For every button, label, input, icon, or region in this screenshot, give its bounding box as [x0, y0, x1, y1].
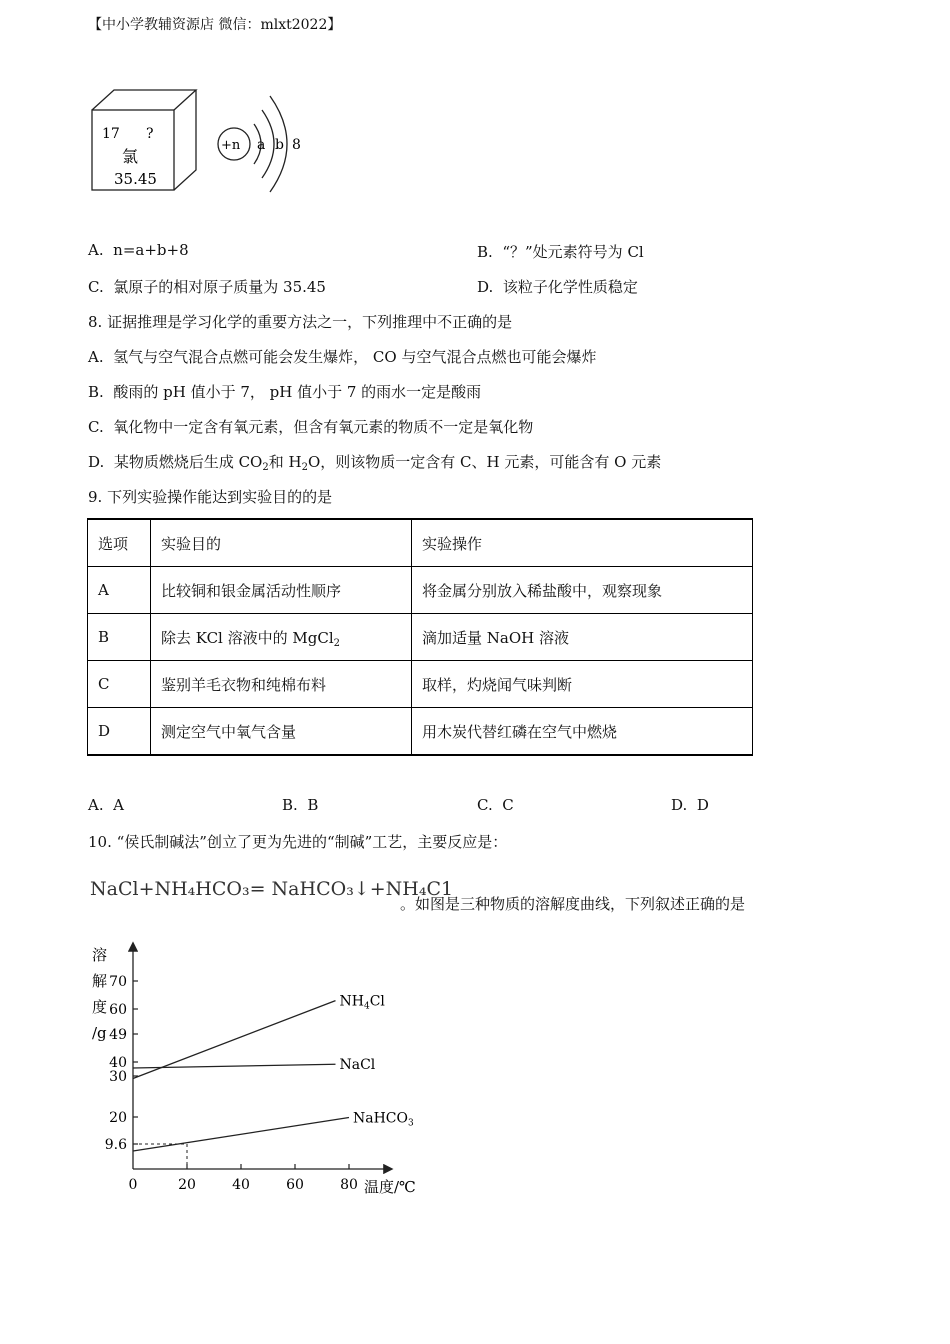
x-tick-label: 80 [340, 1177, 358, 1193]
nucleus-charge: +n [221, 138, 241, 153]
table-cell: 取样，灼烧闻气味判断 [412, 661, 753, 708]
table-cell: 鉴别羊毛衣物和纯棉布料 [151, 661, 412, 708]
series-line-nahco3 [133, 1118, 349, 1152]
series-line-nh4cl [133, 1001, 336, 1079]
table-cell: C [88, 661, 151, 708]
chlorine-element-figure [86, 86, 316, 198]
q8-option-d[interactable]: D. 某物质燃烧后生成 $CO_2$和 $H_2O$，则该物质一定含有 C、H 元素，可能含有 O 元素 [88, 453, 662, 473]
table-cell: 测定空气中氧气含量 [151, 708, 412, 756]
solubility-chart [86, 936, 446, 1206]
q9-stem: 9. 下列实验操作能达到实验目的的是 [88, 488, 333, 506]
table-header-row [88, 519, 753, 567]
q7-option-c[interactable]: C. 氯原子的相对原子质量为 35.45 [88, 278, 326, 296]
q9-option-a[interactable]: A. A [88, 796, 124, 814]
card-side [174, 90, 196, 190]
card-top [92, 90, 196, 110]
x-tick-label: 20 [178, 1177, 196, 1193]
y-axis-label [92, 946, 107, 1042]
q7-option-a[interactable]: A. n=a+b+8 [88, 241, 189, 259]
table-cell: D [88, 708, 151, 756]
shell-2-count: b [275, 137, 284, 153]
y-tick-label: 70 [109, 974, 127, 990]
table-row [88, 614, 753, 661]
table-header-cell: 选项 [88, 519, 151, 567]
y-tick-label: 49 [109, 1027, 127, 1043]
y-tick-label: 60 [109, 1002, 127, 1018]
table-header-cell: 实验目的 [151, 519, 412, 567]
x-tick-label: 0 [128, 1177, 138, 1193]
table-row [88, 661, 753, 708]
table-cell: 比较铜和银金属活动性顺序 [151, 567, 412, 614]
experiment-table [87, 518, 753, 756]
x-tick-label: 40 [232, 1177, 250, 1193]
y-tick-label: 30 [109, 1069, 127, 1085]
q8-option-c[interactable]: C. 氧化物中一定含有氧元素，但含有氧元素的物质不一定是氧化物 [88, 418, 534, 436]
y-axis-label-char: 解 [92, 972, 108, 990]
element-name: 氯 [122, 147, 139, 166]
y-axis-label-char: /g [92, 1024, 107, 1042]
y-tick-label: 9.6 [104, 1137, 127, 1153]
y-tick-label: 20 [109, 1110, 127, 1126]
table-header-cell: 实验操作 [412, 519, 753, 567]
shell-3-count: 8 [292, 137, 301, 153]
y-axis-label-char: 溶 [92, 946, 108, 964]
x-tick-label: 60 [286, 1177, 304, 1193]
table-row [88, 708, 753, 756]
series-label-nacl: NaCl [339, 1057, 376, 1074]
table-cell: B [88, 614, 151, 661]
q10-tail: 。如图是三种物质的溶解度曲线，下列叙述正确的是 [400, 895, 746, 913]
table-cell: 除去 KCl 溶液中的 MgCl$_2$ [151, 614, 412, 661]
table-row [88, 567, 753, 614]
q10-stem: 10. “侯氏制碱法”创立了更为先进的“制碱”工艺，主要反应是： [88, 833, 508, 851]
reaction-equation: NaCl+NH₄HCO₃= NaHCO₃↓+NH₄C1 [90, 878, 454, 900]
unknown-symbol: ? [146, 126, 154, 142]
q8-option-b[interactable]: B. 酸雨的 pH 值小于 7， pH 值小于 7 的雨水一定是酸雨 [88, 383, 482, 401]
atomic-mass: 35.45 [114, 170, 157, 188]
q9-option-b[interactable]: B. B [282, 796, 319, 814]
atomic-number: 17 [102, 126, 120, 142]
q9-option-c[interactable]: C. C [477, 796, 514, 814]
q8-stem: 8. 证据推理是学习化学的重要方法之一，下列推理中不正确的是 [88, 313, 513, 331]
table-cell: A [88, 567, 151, 614]
y-tick-label: 40 [109, 1055, 127, 1071]
series-label-nahco3: NaHCO$_3$ [353, 1110, 414, 1129]
q7-option-d[interactable]: D. 该粒子化学性质稳定 [477, 278, 638, 296]
q9-option-d[interactable]: D. D [671, 796, 709, 814]
y-axis-label-char: 度 [92, 998, 108, 1016]
table-cell: 用木炭代替红磷在空气中燃烧 [412, 708, 753, 756]
q7-option-b[interactable]: B. “？”处元素符号为 Cl [477, 243, 644, 261]
x-axis-label: 温度/℃ [364, 1178, 416, 1196]
source-header: 【中小学教辅资源店 微信：mlxt2022】 [88, 17, 342, 33]
series-label-nh4cl: $NH_4Cl$ [339, 993, 385, 1012]
table-cell: 滴加适量 NaOH 溶液 [412, 614, 753, 661]
table-cell: 将金属分别放入稀盐酸中，观察现象 [412, 567, 753, 614]
q8-option-a[interactable]: A. 氢气与空气混合点燃可能会发生爆炸， CO 与空气混合点燃也可能会爆炸 [88, 348, 597, 366]
shell-1-count: a [257, 137, 266, 153]
